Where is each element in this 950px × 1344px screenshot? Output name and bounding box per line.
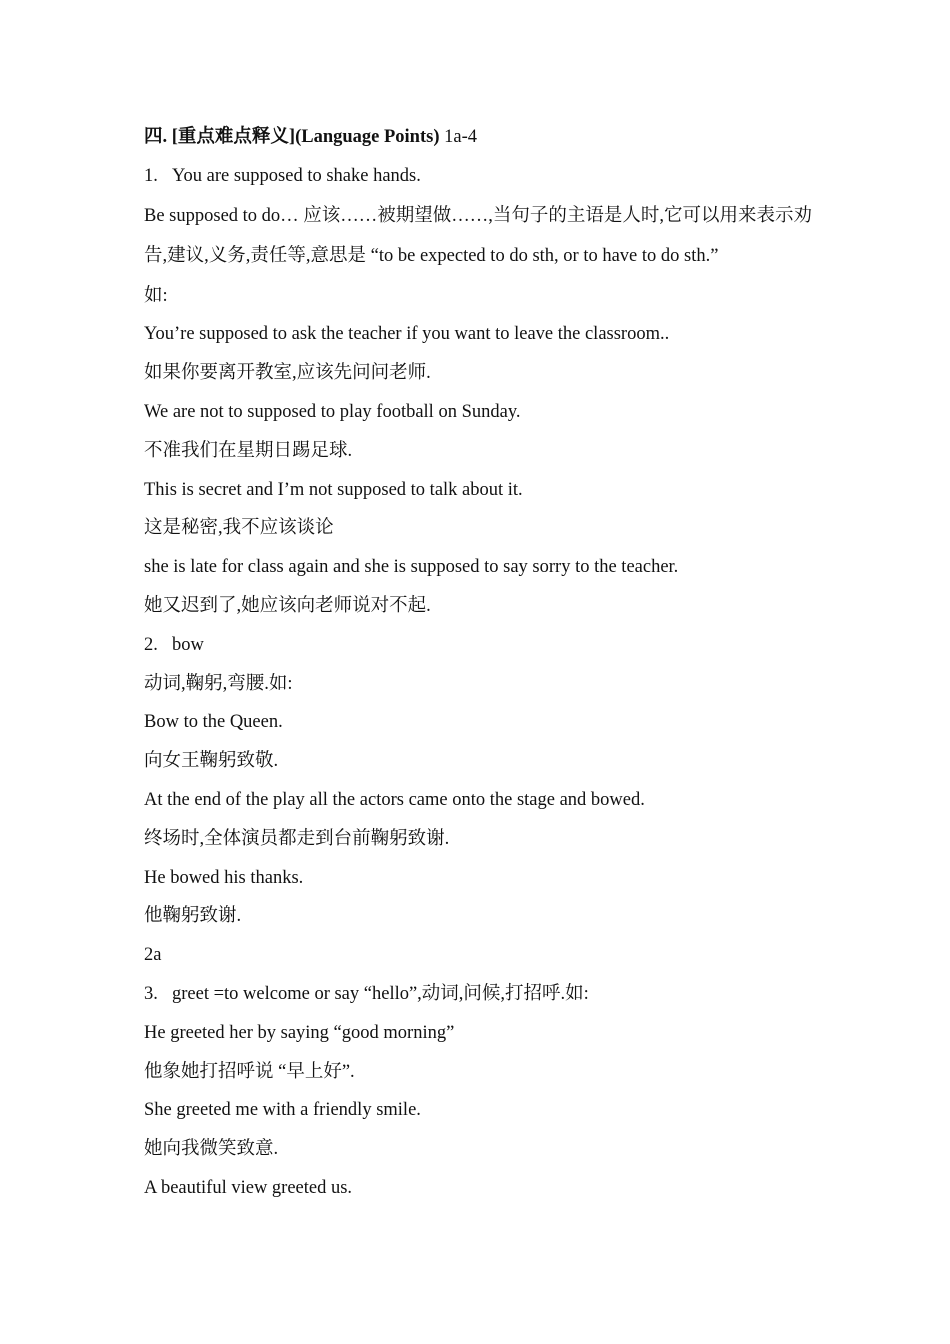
point-title: greet =to welcome or say “hello”,动词,问候,打招呼.如: [172,983,589,1004]
point-number: 2. [144,634,158,655]
document-body [144,118,824,1208]
point-title: bow [172,634,204,655]
text-line: 如: [144,285,168,306]
text-line: At the end of the play all the actors came onto the stage and bowed. [144,789,645,810]
text-line: she is late for class again and she is supposed to say sorry to the teacher. [144,557,679,578]
text-line: 这是秘密,我不应该谈论 [144,518,334,539]
text-line: Bow to the Queen. [144,712,283,733]
point-number: 1. [144,165,158,186]
text-line: 她向我微笑致意. [144,1139,279,1160]
section-heading-range: 1a-4 [439,127,477,147]
text-line: 他象她打招呼说 “早上好”. [144,1061,355,1082]
text-line: This is secret and I’m not supposed to talk about it. [144,479,523,500]
numbered-point [144,626,824,665]
text-line: 他鞠躬致谢. [144,906,242,927]
text-line: He greeted her by saying “good morning” [144,1022,455,1043]
text-line: You’re supposed to ask the teacher if you want to leave the classroom.. [144,324,670,345]
text-line: She greeted me with a friendly smile. [144,1100,421,1121]
text-line: He bowed his thanks. [144,867,304,888]
language-points-list [144,157,824,1208]
numbered-point [144,975,824,1014]
section-heading-bold: 四. [重点难点释义](Language Points) [144,127,440,147]
text-line: 如果你要离开教室,应该先问问老师. [144,363,431,384]
numbered-point [144,157,824,196]
text-line: We are not to supposed to play football on Sunday. [144,401,521,422]
section-heading [144,118,824,157]
text-line: 动词,鞠躬,弯腰.如: [144,673,293,694]
text-line: A beautiful view greeted us. [144,1177,353,1198]
text-line: 向女王鞠躬致敬. [144,751,279,772]
text-line: 不准我们在星期日踢足球. [144,440,353,461]
point-number: 3. [144,983,158,1004]
text-line: 终场时,全体演员都走到台前鞠躬致谢. [144,828,450,849]
text-line: 她又迟到了,她应该向老师说对不起. [144,595,431,616]
text-line: 2a [144,945,162,966]
explanation-paragraph: Be supposed to do… 应该……被期望做……,当句子的主语是人时,它可以用来表示劝告,建议,义务,责任等,意思是 “to be expected to do sth, or to have to do sth.” [144,205,813,267]
point-title: You are supposed to shake hands. [172,165,421,186]
